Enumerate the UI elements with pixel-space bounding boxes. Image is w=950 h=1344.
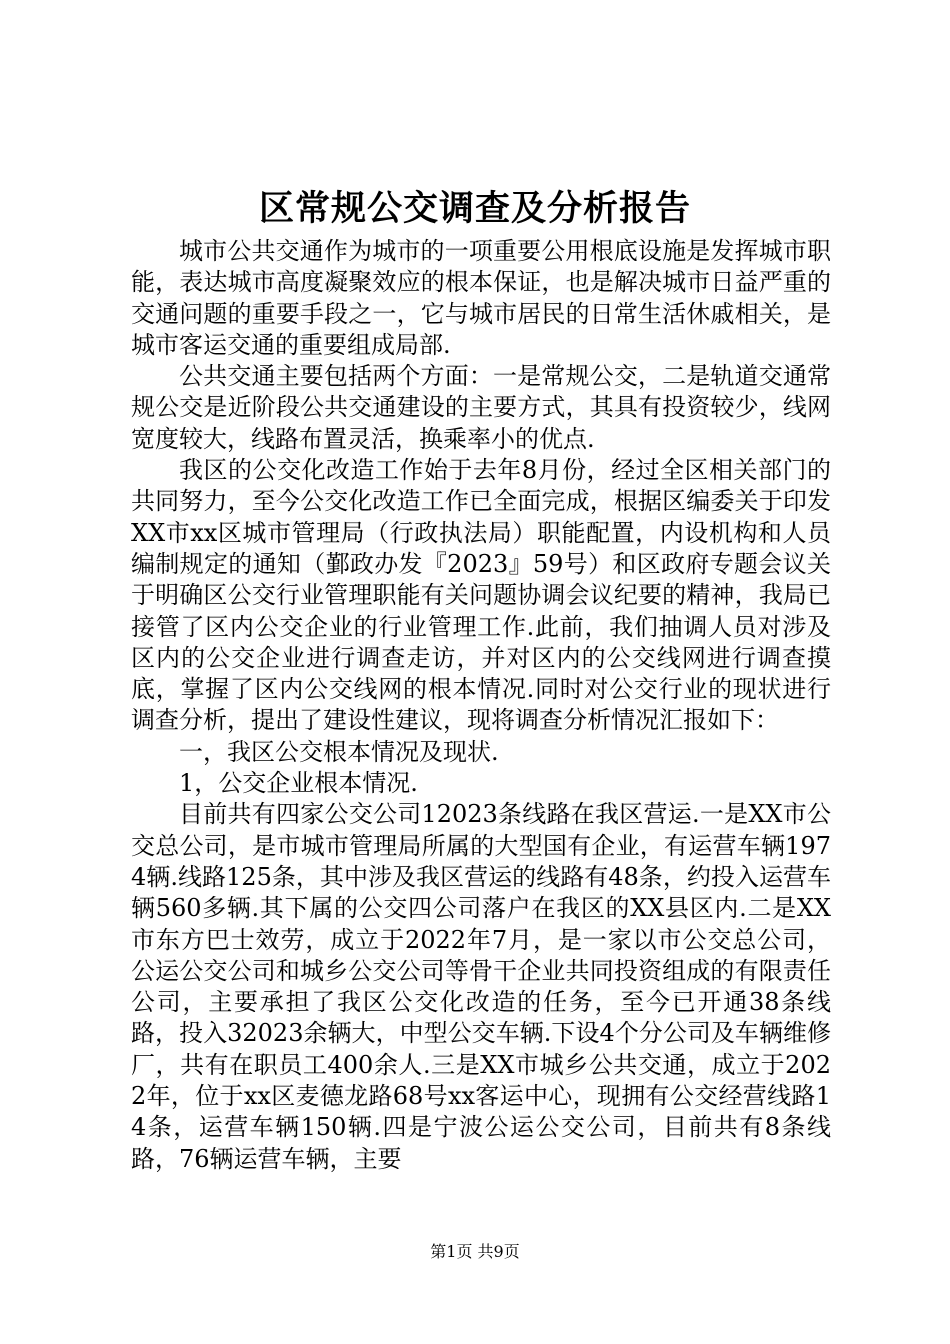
document-body bbox=[131, 236, 831, 1175]
paragraph-reform-background: 我区的公交化改造工作始于去年8月份，经过全区相关部门的共同努力，至今公交化改造工作已全面完成，根据区编委关于印发XX市xx区城市管理局（行政执法局）职能配置，内设机构和人员编制规定的通知（鄞政办发『2023』59号）和区政府专题会议关于明确区公交行业管理职能有关问题协调会议纪要的精神，我局已接管了区内公交企业的行业管理工作.此前，我们抽调人员对涉及区内的公交企业进行调查走访，并对区内的公交线网进行调查摸底，掌握了区内公交线网的根本情况.同时对公交行业的现状进行调查分析，提出了建设性建议，现将调查分析情况汇报如下： bbox=[131, 456, 831, 735]
document-title: 区常规公交调查及分析报告 bbox=[258, 188, 691, 229]
section-heading-1: 一，我区公交根本情况及现状. bbox=[179, 737, 499, 766]
page-footer: 第1页 共9页 bbox=[430, 1242, 520, 1261]
subsection-heading-1: 1，公交企业根本情况. bbox=[179, 769, 418, 798]
paragraph-public-transport-types: 公共交通主要包括两个方面：一是常规公交，二是轨道交通常规公交是近阶段公共交通建设的主要方式，其具有投资较少，线网宽度较大，线路布置灵活，换乘率小的优点. bbox=[131, 362, 831, 453]
paragraph-companies: 目前共有四家公交公司12023条线路在我区营运.一是XX市公交总公司，是市城市管理局所属的大型国有企业，有运营车辆1974辆.线路125条，其中涉及我区营运的线路有48条，约投入运营车辆560多辆.其下属的公交四公司落户在我区的XX县区内.二是XX市东方巴士效劳，成立于2022年7月，是一家以市公交总公司，公运公交公司和城乡公交公司等骨干企业共同投资组成的有限责任公司，主要承担了我区公交化改造的任务，至今已开通38条线路，投入32023余辆大，中型公交车辆.下设4个分公司及车辆维修厂，共有在职员工400余人.三是XX市城乡公共交通，成立于2022年，位于xx区麦德龙路68号xx客运中心，现拥有公交经营线路14条，运营车辆150辆.四是宁波公运公交公司，目前共有8条线路，76辆运营车辆，主要 bbox=[131, 800, 831, 1173]
paragraph-intro: 城市公共交通作为城市的一项重要公用根底设施是发挥城市职能，表达城市高度凝聚效应的根本保证，也是解决城市日益严重的交通问题的重要手段之一，它与城市居民的日常生活休戚相关，是城市客运交通的重要组成局部. bbox=[131, 237, 831, 359]
